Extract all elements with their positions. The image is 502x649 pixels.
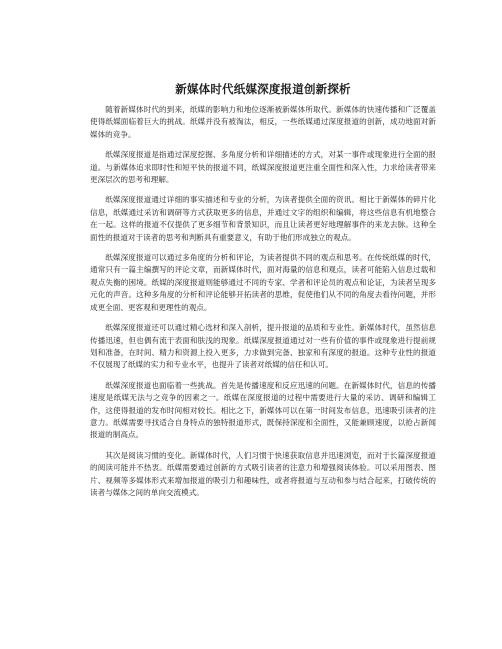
paragraph-2: 纸媒深度报道是指通过深度挖掘、多角度分析和详细描述的方式，对某一事件或现象进行全面的报道。与新媒体追求即时性和短平快的报道不同，纸媒深度报道更注重全面性和深入性，力求给读者带来更深层次的思考和理解。 [90, 150, 436, 185]
paragraph-4: 纸媒深度报道可以通过多角度的分析和评论，为读者提供不同的观点和思考。在传统纸媒的时代，通常只有一篇主编撰写的评论文章，而新媒体时代，面对海量的信息和观点，读者可能陷入信息过载和观点失衡的困境。纸媒的深度报道则能够通过不同的专家、学者和评论员的观点和论证，为读者呈现多元化的声音。这种多角度的分析和评论能够开拓读者的思维，促使他们从不同的角度去看待问题，并形成更全面、更客观和更理性的观点。 [90, 253, 436, 312]
paragraph-7: 其次是阅读习惯的变化。新媒体时代，人们习惯于快速获取信息并迅速浏览，而对于长篇深度报道的阅读可能并不热衷。纸媒需要通过创新的方式吸引读者的注意力和增强阅读体验。可以采用图表、图片、视频等多媒体形式来增加报道的吸引力和趣味性，或者将报道与互动和参与结合起来，打破传统的读者与媒体之间的单向交流模式。 [90, 450, 436, 497]
paragraph-5: 纸媒深度报道还可以通过精心选材和深入剖析，提升报道的品质和专业性。新媒体时代，虽然信息传播迅速，但也偶有流于表面和肤浅的现象。纸媒深度报道通过对一些有价值的事件或现象进行提前规划和准备，在时间、精力和资源上投入更多，力求做到完备、独家和有深度的报道。这种专业性的报道不仅展现了纸媒的实力和专业水平，也提升了读者对纸媒的信任和认可。 [90, 323, 436, 370]
paragraph-3: 纸媒深度报道通过详细的事实描述和专业的分析，为读者提供全面的资讯。相比于新媒体的碎片化信息，纸媒通过采访和调研等方式获取更多的信息，并通过文字的组织和编辑，将这些信息有机地整合在一起。这样的报道不仅提供了更多细节和背景知识，而且让读者更好地理解事件的来龙去脉。这种全面性的报道对于读者的思考和判断具有重要意义，有助于他们形成独立的观点。 [90, 195, 436, 242]
paragraph-1: 随着新媒体时代的到来，纸媒的影响力和地位逐渐被新媒体所取代。新媒体的快速传播和广泛覆盖使得纸媒面临着巨大的挑战。纸媒并没有被淘汰，相反，一些纸媒通过深度报道的创新，成功地面对新媒体的竞争。 [90, 105, 436, 139]
paragraph-6: 纸媒深度报道也面临着一些挑战。首先是传播速度和反应迅速的问题。在新媒体时代，信息的传播速度是纸媒无法与之竞争的因素之一。纸媒在深度报道的过程中需要进行大量的采访、调研和编辑工作，这使得报道的发布时间相对较长。相比之下，新媒体可以在第一时间发布信息，迅速吸引读者的注意力。纸媒需要寻找适合自身特点的独特报道形式，既保持深度和全面性，又能兼顾速度，以抢占新闻报道的制高点。 [90, 380, 436, 440]
document-title: 新媒体时代纸媒深度报道创新探析 [175, 82, 351, 96]
